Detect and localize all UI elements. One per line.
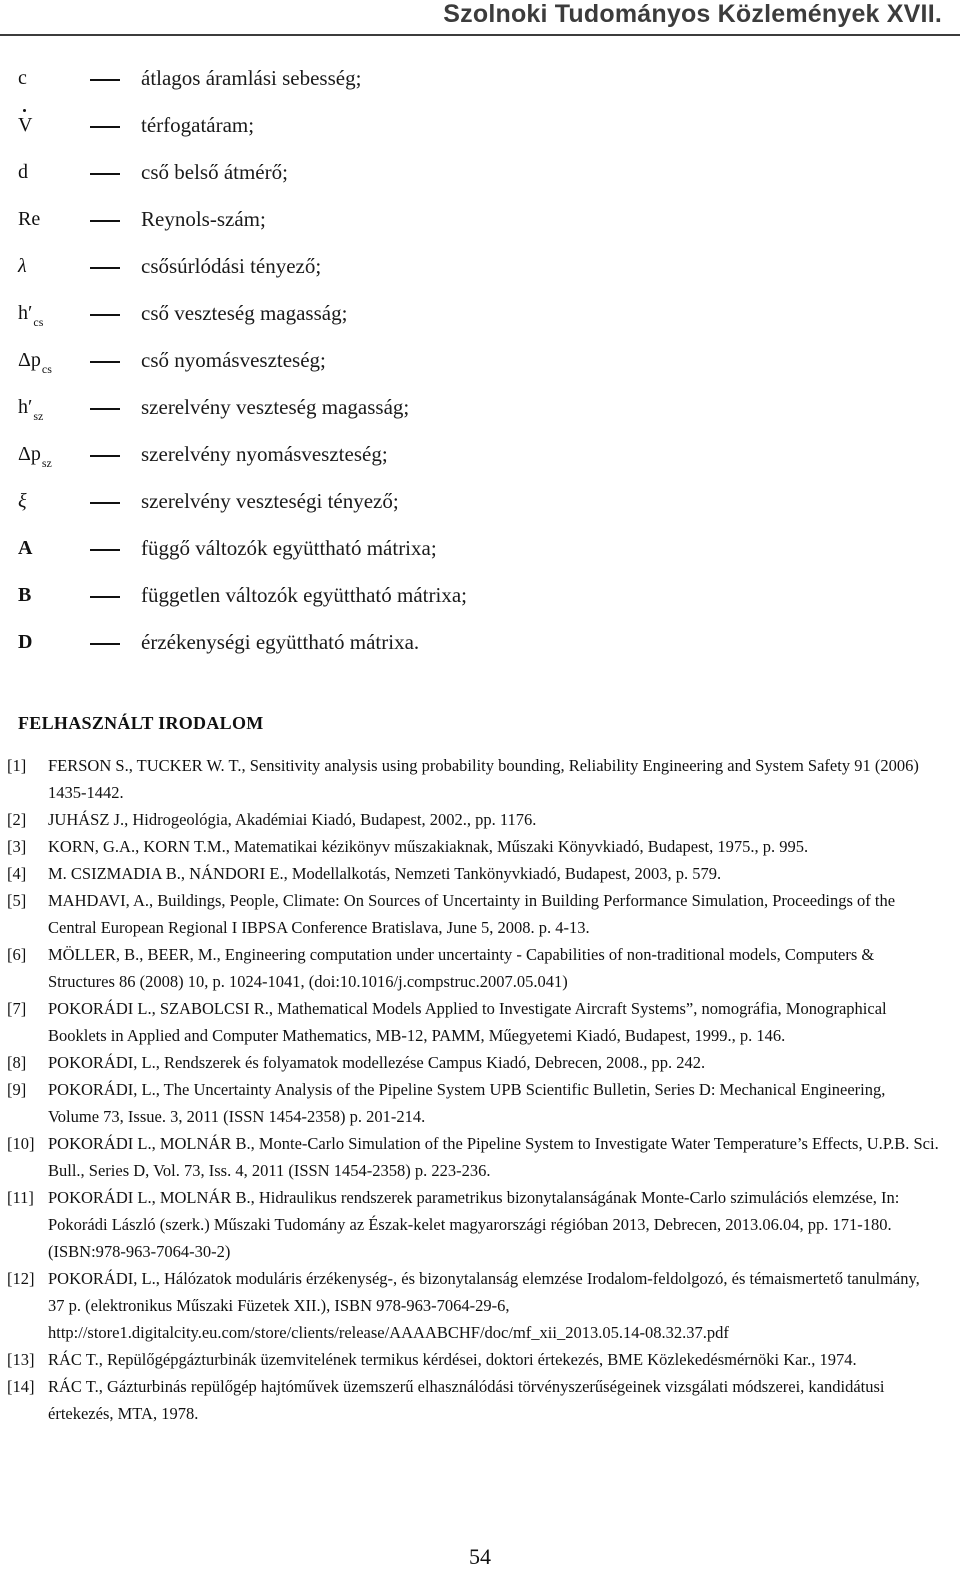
symbol-row <box>0 58 960 105</box>
reference-text: POKORÁDI, L., Hálózatok moduláris érzékenység-, és bizonytalanság elemzése Irodalom-feldolgozó, és témaismertető tanulmány, 37 p. (elektronikus Műszaki Füzetek XII.), ISBN 978-963-7064-29-6, http://store1.digitalcity.eu.com/store/clients/release/AAAABCHF/doc/mf_xii_2013.05.14-08.32.37.pdf <box>48 1269 920 1342</box>
symbol-description: szerelvény nyomásveszteség; <box>141 442 388 466</box>
symbol-list <box>0 58 960 669</box>
reference-item <box>0 1130 960 1184</box>
symbol: d <box>18 161 28 183</box>
reference-number: [10] <box>7 1134 35 1153</box>
symbol-row <box>0 434 960 481</box>
page-number: 54 <box>469 1544 491 1569</box>
reference-item <box>0 887 960 941</box>
symbol-row <box>0 246 960 293</box>
reference-text: FERSON S., TUCKER W. T., Sensitivity analysis using probability bounding, Reliability Engineering and System Safety 91 (2006) 1435-1442. <box>48 756 919 802</box>
symbol: A <box>18 537 33 559</box>
symbol-row <box>0 622 960 669</box>
reference-text: POKORÁDI L., MOLNÁR B., Monte-Carlo Simulation of the Pipeline System to Investigate Water Temperature’s Effects, U.P.B. Sci. Bull., Series D, Vol. 73, Iss. 4, 2011 (ISSN 1454-2358) p. 223-236. <box>48 1134 939 1180</box>
dash <box>90 596 120 598</box>
reference-item <box>0 752 960 806</box>
dash <box>90 220 120 222</box>
reference-number: [11] <box>7 1188 34 1207</box>
symbol-description: cső nyomásveszteség; <box>141 348 326 372</box>
reference-item <box>0 860 960 887</box>
reference-item <box>0 1373 960 1427</box>
reference-number: [5] <box>7 891 27 910</box>
dash <box>90 79 120 81</box>
symbol: ξ <box>18 490 27 512</box>
symbol: V <box>18 114 33 136</box>
dash <box>90 502 120 504</box>
reference-number: [2] <box>7 810 27 829</box>
symbol: c <box>18 67 27 89</box>
symbol-row <box>0 340 960 387</box>
symbol-row <box>0 105 960 152</box>
dash <box>90 173 120 175</box>
page-header <box>0 0 960 36</box>
symbol: $\Delta p_{sz}$ <box>18 443 52 470</box>
reference-text: RÁC T., Repülőgépgázturbinák üzemvitelének termikus kérdései, doktori értekezés, BME Közlekedésmérnöki Kar., 1974. <box>48 1350 857 1369</box>
reference-item <box>0 1076 960 1130</box>
reference-number: [12] <box>7 1269 35 1288</box>
symbol-description: érzékenységi együttható mátrixa. <box>141 630 420 654</box>
reference-number: [1] <box>7 756 27 775</box>
dash <box>90 267 120 269</box>
symbol-row <box>0 528 960 575</box>
reference-number: [13] <box>7 1350 35 1369</box>
reference-item <box>0 833 960 860</box>
reference-text: MÖLLER, B., BEER, M., Engineering computation under uncertainty - Capabilities of non-traditional models, Computers & Structures 86 (2008) 10, p. 1024-1041, (doi:10.1016/j.compstruc.2007.05.041) <box>48 945 875 991</box>
dash <box>90 361 120 363</box>
symbol: $\Delta p_{cs}$ <box>18 349 52 376</box>
reference-list <box>0 752 960 1427</box>
symbol-row <box>0 481 960 528</box>
symbol: Re <box>18 208 41 230</box>
reference-item <box>0 806 960 833</box>
dash <box>90 408 120 410</box>
symbol: λ <box>18 255 27 277</box>
reference-number: [8] <box>7 1053 27 1072</box>
reference-text: POKORÁDI L., MOLNÁR B., Hidraulikus rendszerek parametrikus bizonytalanságának Monte-Carlo szimulációs elemzése, In: Pokorádi László (szerk.) Műszaki Tudomány az Észak-kelet magyarországi régióban 2013, Debrecen, 2013.06.04, pp. 171-180. (ISBN:978-963-7064-30-2) <box>48 1188 900 1261</box>
symbol: B <box>18 584 32 606</box>
symbol-row <box>0 387 960 434</box>
dash <box>90 549 120 551</box>
symbol-description: átlagos áramlási sebesség; <box>141 66 362 90</box>
reference-text: KORN, G.A., KORN T.M., Matematikai kézikönyv műszakiaknak, Műszaki Könyvkiadó, Budapest, 1975., p. 995. <box>48 837 809 856</box>
header-rule <box>0 34 960 36</box>
reference-item <box>0 1049 960 1076</box>
journal-title: Szolnoki Tudományos Közlemények XVII. <box>443 0 942 28</box>
dash <box>90 126 120 128</box>
reference-text: MAHDAVI, A., Buildings, People, Climate: On Sources of Uncertainty in Building Performance Simulation, Proceedings of the Central European Regional I IBPSA Conference Bratislava, June 5, 2008. p. 4-13. <box>48 891 896 937</box>
symbol: D <box>18 631 33 653</box>
symbol-description: független változók együttható mátrixa; <box>141 583 467 607</box>
reference-number: [3] <box>7 837 27 856</box>
symbol-row <box>0 199 960 246</box>
symbol: $h'_{sz}$ <box>18 396 44 423</box>
symbol-description: Reynols-szám; <box>141 207 266 231</box>
dash <box>90 314 120 316</box>
reference-text: M. CSIZMADIA B., NÁNDORI E., Modellalkotás, Nemzeti Tankönyvkiadó, Budapest, 2003, p. 579. <box>48 864 722 883</box>
symbol-row <box>0 575 960 622</box>
reference-text: JUHÁSZ J., Hidrogeológia, Akadémiai Kiadó, Budapest, 2002., pp. 1176. <box>48 810 537 829</box>
references-heading: FELHASZNÁLT IRODALOM <box>18 713 264 733</box>
reference-number: [7] <box>7 999 27 1018</box>
symbol-description: szerelvény veszteségi tényező; <box>141 489 399 513</box>
reference-number: [9] <box>7 1080 27 1099</box>
symbol-description: szerelvény veszteség magasság; <box>141 395 410 419</box>
reference-number: [14] <box>7 1377 35 1396</box>
dash <box>90 455 120 457</box>
symbol-row <box>0 152 960 199</box>
symbol: $h'_{cs}$ <box>18 302 44 329</box>
reference-item <box>0 941 960 995</box>
symbol-description: cső belső átmérő; <box>141 160 288 184</box>
symbol-description: csősúrlódási tényező; <box>141 254 322 278</box>
reference-item <box>0 995 960 1049</box>
reference-text: POKORÁDI, L., The Uncertainty Analysis of the Pipeline System UPB Scientific Bulletin, Series D: Mechanical Engineering, Volume 73, Issue. 3, 2011 (ISSN 1454-2358) p. 201-214. <box>48 1080 886 1126</box>
reference-number: [4] <box>7 864 27 883</box>
reference-text: POKORÁDI L., SZABOLCSI R., Mathematical Models Applied to Investigate Aircraft Systems”, nomográfia, Monographical Booklets in Applied and Computer Mathematics, MB-12, PAMM, Műegyetemi Kiadó, Budapest, 1999., p. 146. <box>48 999 887 1045</box>
reference-item <box>0 1346 960 1373</box>
symbol-description: cső veszteség magasság; <box>141 301 348 325</box>
reference-item <box>0 1184 960 1265</box>
symbol-description: térfogatáram; <box>141 113 255 137</box>
reference-number: [6] <box>7 945 27 964</box>
reference-text: POKORÁDI, L., Rendszerek és folyamatok modellezése Campus Kiadó, Debrecen, 2008., pp. 242. <box>48 1053 706 1072</box>
symbol-row <box>0 293 960 340</box>
reference-item <box>0 1265 960 1346</box>
reference-text: RÁC T., Gázturbinás repülőgép hajtóművek üzemszerű elhasználódási törvényszerűségeinek vizsgálati módszerei, kandidátusi értekezés, MTA, 1978. <box>48 1377 885 1423</box>
dash <box>90 643 120 645</box>
symbol-description: függő változók együttható mátrixa; <box>141 536 437 560</box>
